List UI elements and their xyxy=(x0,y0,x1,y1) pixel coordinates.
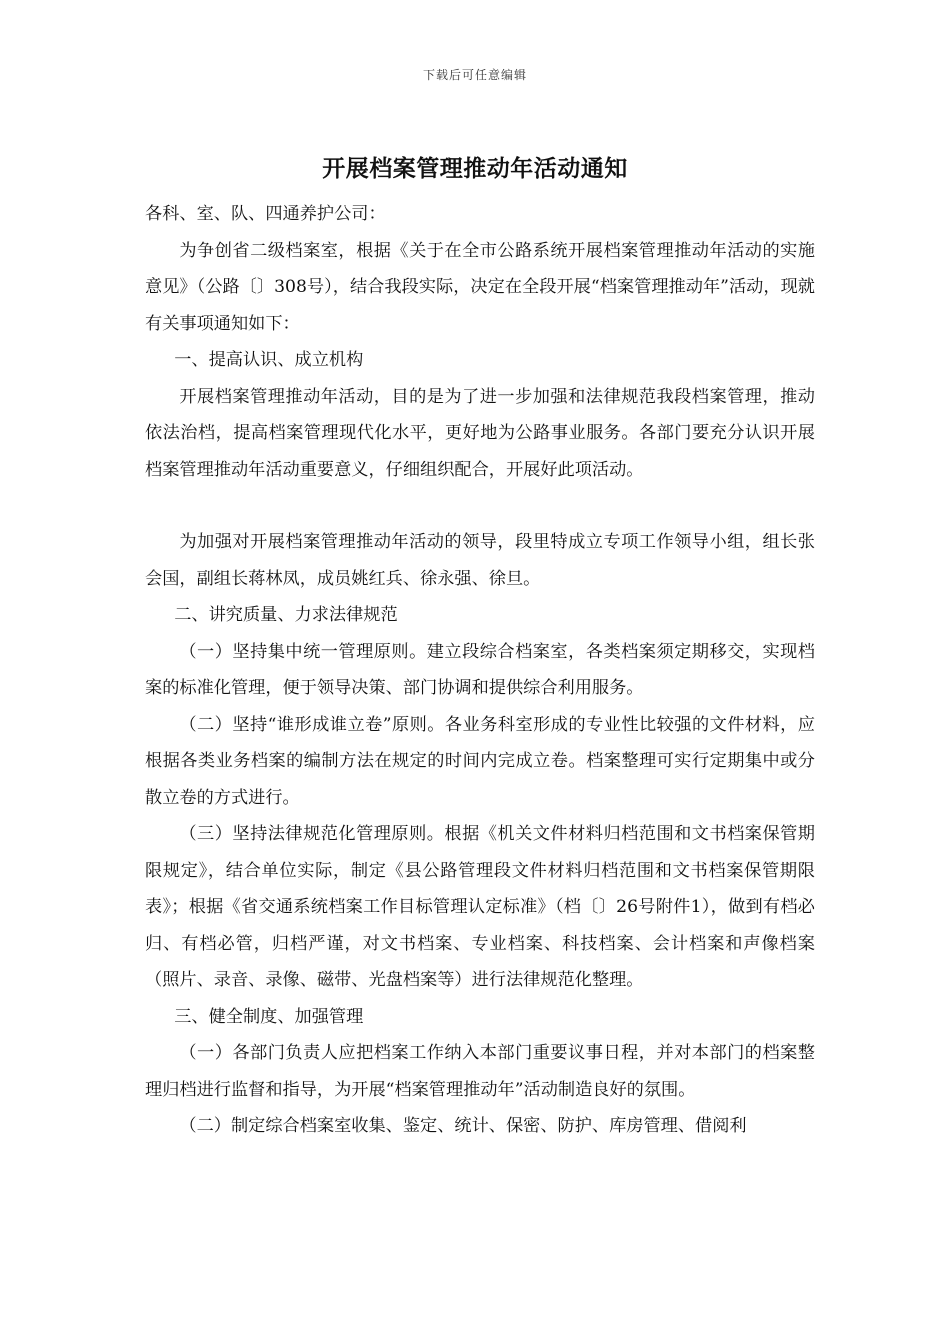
section-3-paragraph-2: （二）制定综合档案室收集、鉴定、统计、保密、防护、库房管理、借阅利 xyxy=(179,1116,747,1136)
intro-paragraph: 为争创省二级档案室，根据《关于在全市公路系统开展档案管理推动年活动的实施意见》（公路〔〕308号），结合我段实际，决定在全段开展“档案管理推动年”活动，现就有关事项通知如下： xyxy=(145,240,815,334)
section-2-paragraph-2: （二）坚持“谁形成谁立卷”原则。各业务科室形成的专业性比较强的文件材料，应根据各类业务档案的编制方法在规定的时间内完成立卷。档案整理可实行定期集中或分散立卷的方式进行。 xyxy=(145,714,815,808)
section-1-paragraph-1: 开展档案管理推动年活动，目的是为了进一步加强和法律规范我段档案管理，推动依法治档，提高档案管理现代化水平，更好地为公路事业服务。各部门要充分认识开展档案管理推动年活动重要意义，仔细组织配合，开展好此项活动。 xyxy=(145,386,815,480)
section-3-heading: 三、健全制度、加强管理 xyxy=(174,1006,364,1027)
document-body xyxy=(145,196,815,1145)
header-note: 下载后可任意编辑 xyxy=(422,68,527,82)
salutation: 各科、室、队、四通养护公司： xyxy=(145,204,386,224)
section-2-paragraph-1: （一）坚持集中统一管理原则。建立段综合档案室，各类档案须定期移交，实现档案的标准化管理，便于领导决策、部门协调和提供综合利用服务。 xyxy=(145,641,815,698)
document-title: 开展档案管理推动年活动通知 xyxy=(322,155,628,182)
section-3-paragraph-1: （一）各部门负责人应把档案工作纳入本部门重要议事日程，并对本部门的档案整理归档进行监督和指导，为开展“档案管理推动年”活动制造良好的氛围。 xyxy=(145,1043,815,1100)
section-1-heading: 一、提高认识、成立机构 xyxy=(174,350,364,370)
section-2-paragraph-3: （三）坚持法律规范化管理原则。根据《机关文件材料归档范围和文书档案保管期限规定》，结合单位实际，制定《县公路管理段文件材料归档范围和文书档案保管期限表》；根据《省交通系统档案工作目标管理认定标准》（档〔〕26号附件1），做到有档必归、有档必管，归档严谨，对文书档案、专业档案、科技档案、会计档案和声像档案（照片、录音、录像、磁带、光盘档案等）进行法律规范化整理。 xyxy=(145,824,815,990)
section-1-paragraph-2: 为加强对开展档案管理推动年活动的领导，段里特成立专项工作领导小组，组长张会国，副组长蒋林凤，成员姚红兵、徐永强、徐旦。 xyxy=(145,532,815,589)
section-2-heading: 二、讲究质量、力求法律规范 xyxy=(174,605,398,625)
